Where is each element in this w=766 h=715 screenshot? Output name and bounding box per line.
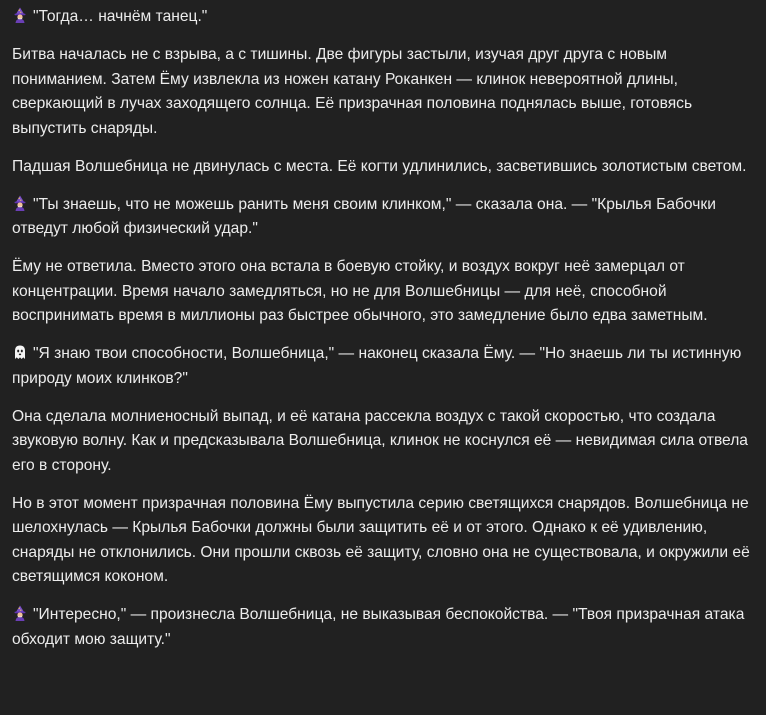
chat-message [12,5,752,666]
paragraph-4 [12,193,752,242]
paragraph-5 [12,255,752,329]
paragraph-6 [12,342,752,391]
paragraph-text: Она сделала молниеносный выпад, и её катана рассекла воздух с такой скоростью, что создала звуковую волну. Как и предсказывала Волшебница, клинок не коснулся её — невидимая сила отвела его в сторону. [12,407,748,474]
paragraph-7 [12,405,752,479]
paragraph-text: Но в этот момент призрачная половина Ёму выпустила серию светящихся снарядов. Волшебница не шелохнулась — Крылья Бабочки должны были защитить её и от этого. Однако к её удивлению, снаряды не отклонились. Они прошли сквозь её защиту, словно она не существовала, и окружили её светящимся коконом. [12,494,750,585]
paragraph-9 [12,603,752,652]
ghost-emoji-icon [12,344,28,360]
paragraph-text: "Интересно," — произнесла Волшебница, не выказывая беспокойства. — "Твоя призрачная атака обходит мою защиту." [12,606,745,648]
wizard-emoji-icon [12,195,28,211]
paragraph-8 [12,492,752,590]
paragraph-2 [12,43,752,141]
paragraph-text: "Я знаю твои способности, Волшебница," — наконец сказала Ёму. — "Но знаешь ли ты истинную природу моих клинков?" [12,345,742,387]
wizard-emoji-icon [12,7,28,23]
paragraph-text: Битва началась не с взрыва, а с тишины. Две фигуры застыли, изучая друг друга с новым пониманием. Затем Ёму извлекла из ножен катану Роканкен — клинок невероятной длины, сверкающий в лучах заходящего солнца. Её призрачная половина поднялась выше, готовясь выпустить снаряды. [12,46,693,137]
paragraph-text: "Ты знаешь, что не можешь ранить меня своим клинком," — сказала она. — "Крылья Бабочки отведут любой физический удар." [12,195,716,237]
paragraph-text: Ёму не ответила. Вместо этого она встала в боевую стойку, и воздух вокруг неё замерцал от концентрации. Время начало замедляться, но не для Волшебницы — для неё, способной воспринимать время в миллионы раз быстрее обычного, это замедление было едва заметным. [12,258,708,324]
paragraph-3 [12,155,752,180]
wizard-emoji-icon [12,605,28,621]
paragraph-text: "Тогда… начнём танец." [33,8,208,25]
paragraph-text: Падшая Волшебница не двинулась с места. Её когти удлинились, засветившись золотистым светом. [12,157,747,175]
paragraph-1 [12,5,752,30]
